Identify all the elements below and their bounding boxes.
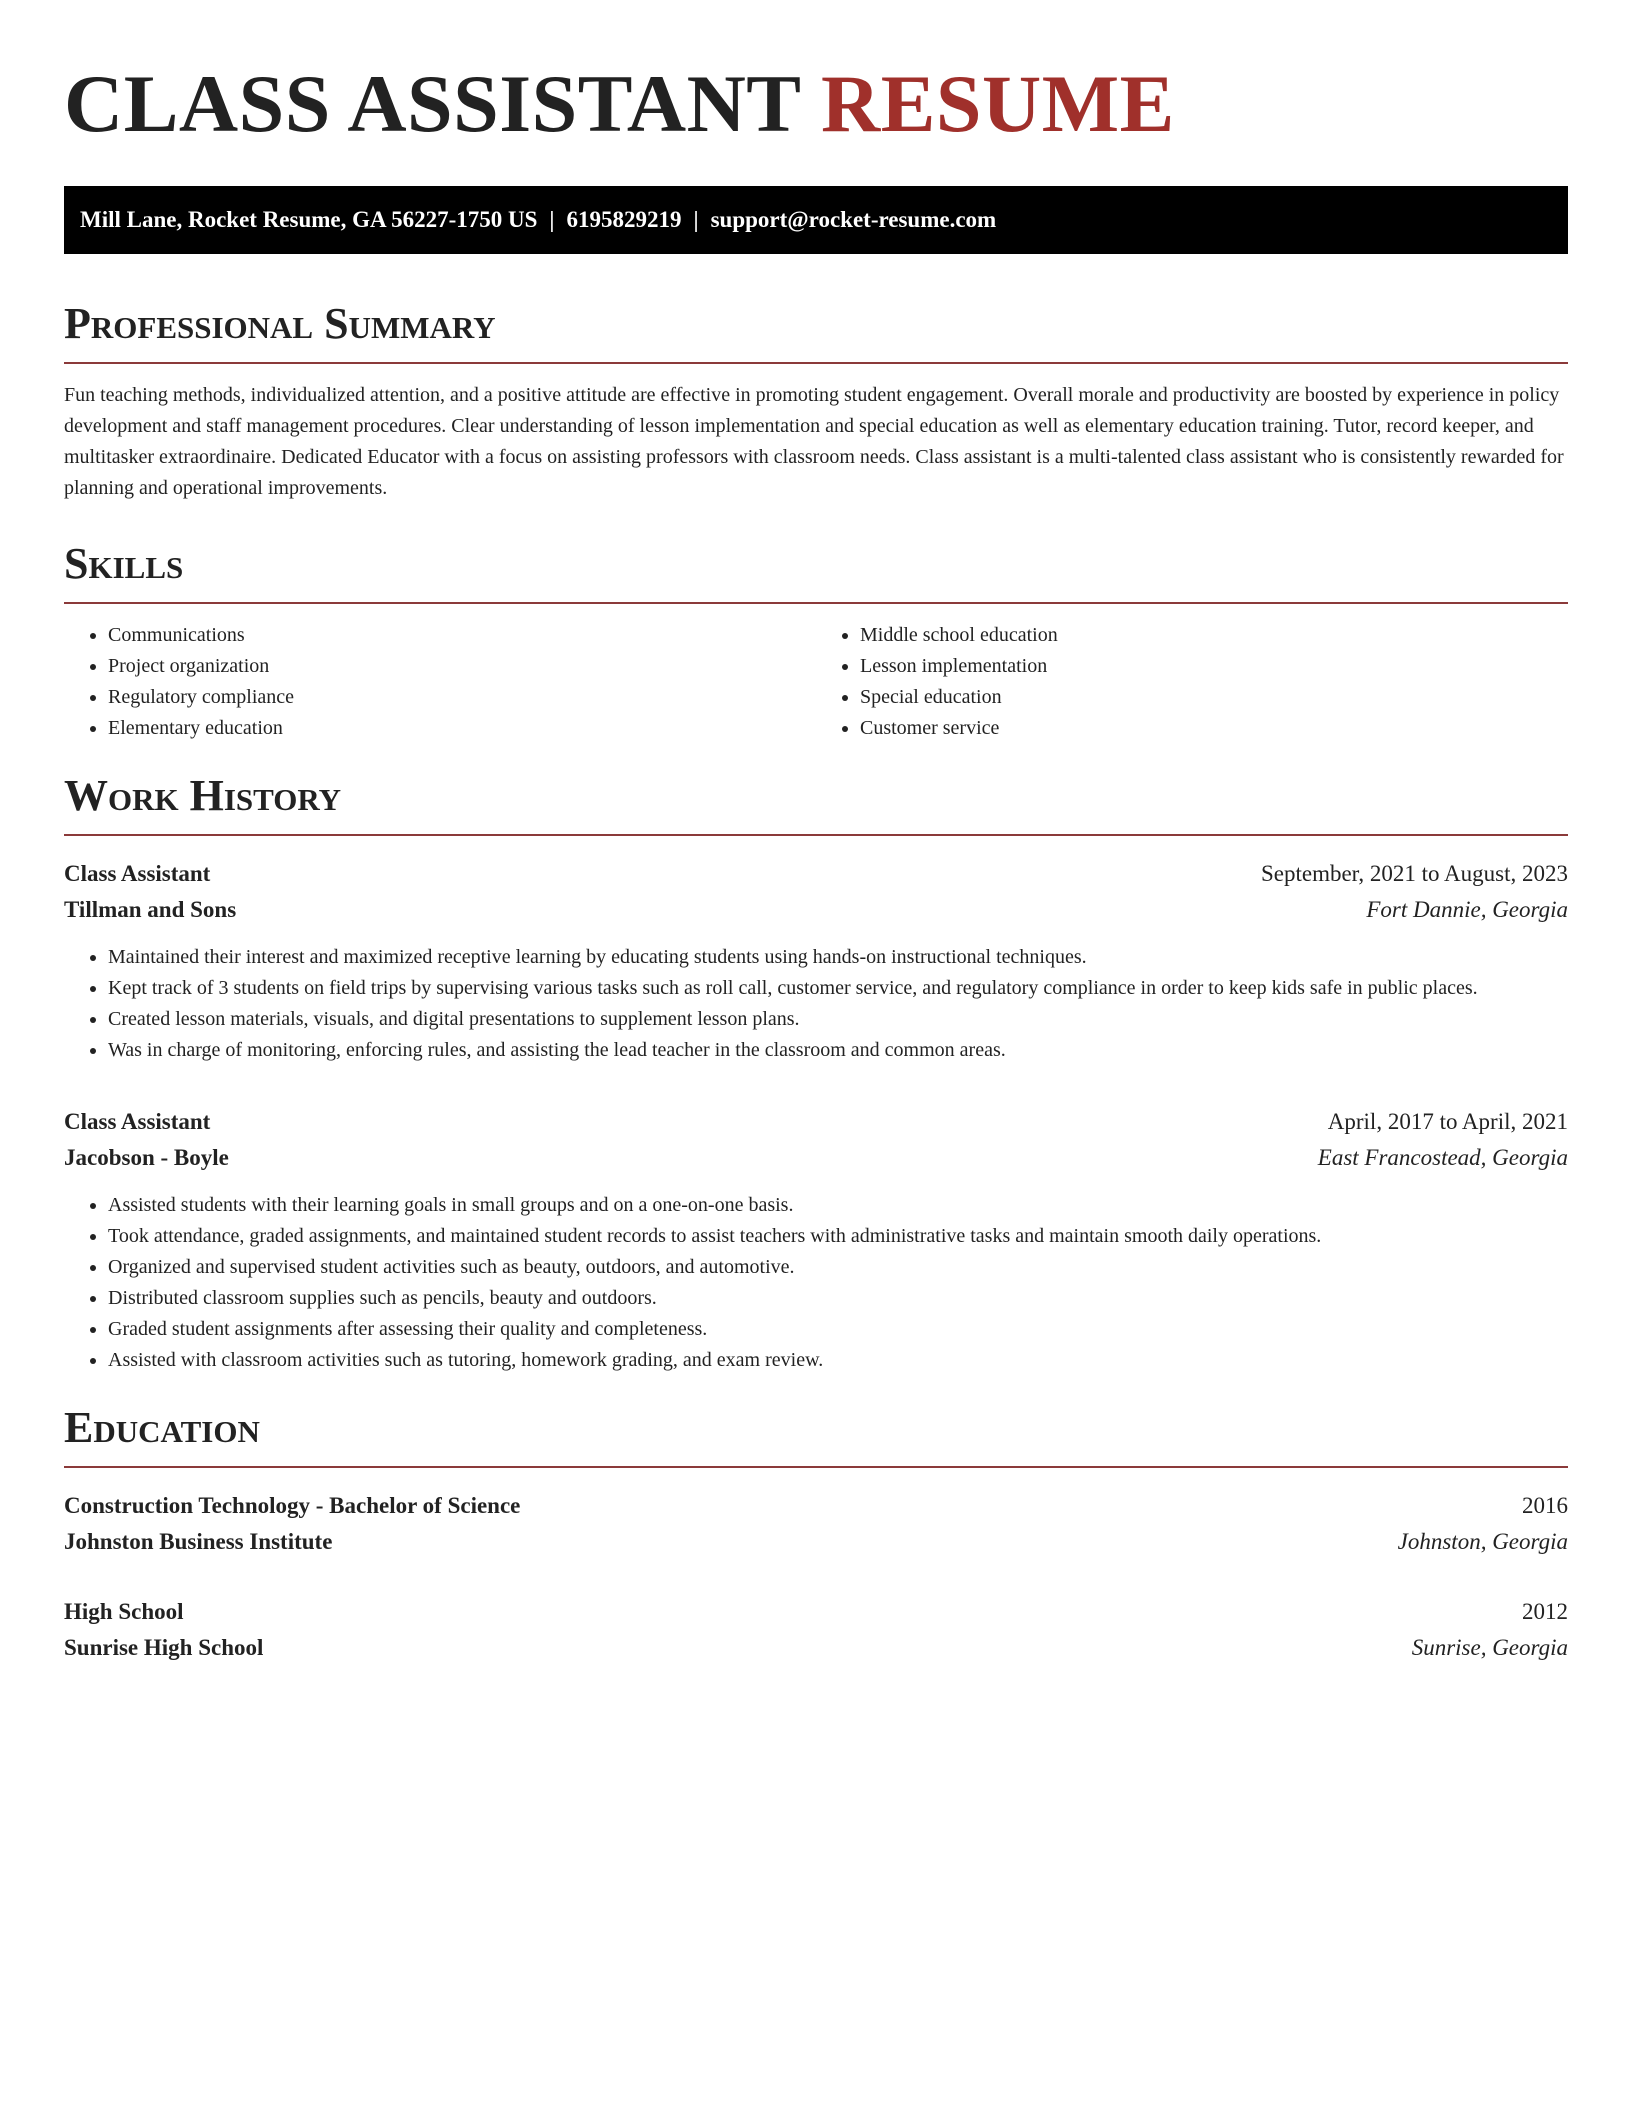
contact-separator: | [549, 207, 555, 232]
job-duty: • Created lesson materials, visuals, and digital presentations to supplement lesson plans. [108, 1004, 1568, 1035]
work-history-heading: Work History [64, 771, 342, 820]
job-header-row [64, 1104, 1568, 1140]
summary-heading: Professional Summary [64, 299, 496, 348]
job-dates: April, 2017 to April, 2021 [1327, 1109, 1568, 1134]
skill-item: • Communications [108, 620, 816, 651]
job-location: Fort Dannie, Georgia [1366, 897, 1568, 922]
job-duties [64, 1190, 1568, 1376]
contact-email: support@rocket-resume.com [710, 207, 997, 232]
job-header-row [64, 856, 1568, 892]
skill-item: • Special education [860, 682, 1568, 713]
job-entry [64, 856, 1568, 1066]
education-degree-row [64, 1594, 1568, 1630]
education-location: Sunrise, Georgia [1411, 1635, 1568, 1660]
education-location: Johnston, Georgia [1397, 1529, 1568, 1554]
job-entry [64, 1104, 1568, 1376]
summary-text: Fun teaching methods, individualized attention, and a positive attitude are effective in promoting student engagement. Overall morale and productivity are boosted by experience in policy development and staff management procedures. Clear understanding of lesson implementation and special education as well as elementary education training. Tutor, record keeper, and multitasker extraordinaire. Dedicated Educator with a focus on assisting professors with classroom needs. Class assistant is a multi-talented class assistant who is consistently rewarded for planning and operational improvements. [64, 384, 1564, 499]
skill-item: • Elementary education [108, 713, 816, 744]
job-duty: • Distributed classroom supplies such as pencils, beauty and outdoors. [108, 1283, 1568, 1314]
education-school-row [64, 1630, 1568, 1666]
contact-bar [64, 186, 1568, 254]
skill-item: • Regulatory compliance [108, 682, 816, 713]
job-title: Class Assistant [64, 1109, 211, 1134]
resume-title [64, 56, 1568, 152]
job-duty: • Took attendance, graded assignments, and maintained student records to assist teachers with administrative tasks and maintain smooth daily operations. [108, 1221, 1568, 1252]
education-year: 2016 [1522, 1493, 1568, 1518]
section-divider [64, 1466, 1568, 1468]
title-accent: RESUME [821, 58, 1175, 149]
contact-phone: 6195829219 [566, 207, 682, 232]
skill-item: • Lesson implementation [860, 651, 1568, 682]
education-school: Johnston Business Institute [64, 1529, 333, 1554]
education-entry [64, 1594, 1568, 1666]
job-duty: • Assisted with classroom activities such as tutoring, homework grading, and exam review. [108, 1345, 1568, 1376]
skill-item: • Customer service [860, 713, 1568, 744]
education-degree-row [64, 1488, 1568, 1524]
job-location: East Francostead, Georgia [1317, 1145, 1568, 1170]
job-duty: • Assisted students with their learning goals in small groups and on a one-on-one basis. [108, 1190, 1568, 1221]
section-divider [64, 834, 1568, 836]
skills-heading: Skills [64, 539, 184, 588]
job-duty: • Graded student assignments after assessing their quality and completeness. [108, 1314, 1568, 1345]
title-main: CLASS ASSISTANT [64, 58, 801, 149]
skill-item: • Middle school education [860, 620, 1568, 651]
contact-address: Mill Lane, Rocket Resume, GA 56227-1750 US [80, 207, 538, 232]
job-duties [64, 942, 1568, 1066]
education-degree: High School [64, 1599, 184, 1624]
section-divider [64, 362, 1568, 364]
skills-list [64, 620, 1568, 744]
education-heading: Education [64, 1403, 260, 1452]
job-dates: September, 2021 to August, 2023 [1260, 861, 1568, 886]
job-company: Jacobson - Boyle [64, 1145, 229, 1170]
skill-item: • Project organization [108, 651, 816, 682]
education-entry [64, 1488, 1568, 1560]
education-school-row [64, 1524, 1568, 1560]
job-duty: • Was in charge of monitoring, enforcing rules, and assisting the lead teacher in the classroom and common areas. [108, 1035, 1568, 1066]
job-duty: • Kept track of 3 students on field trips by supervising various tasks such as roll call, customer service, and regulatory compliance in order to keep kids safe in public places. [108, 973, 1568, 1004]
job-duty: • Maintained their interest and maximized receptive learning by educating students using hands-on instructional techniques. [108, 942, 1568, 973]
skills-column-right [816, 620, 1568, 744]
job-company-row [64, 892, 1568, 928]
job-duty: • Organized and supervised student activities such as beauty, outdoors, and automotive. [108, 1252, 1568, 1283]
contact-separator: | [693, 207, 699, 232]
skills-column-left [64, 620, 816, 744]
job-company: Tillman and Sons [64, 897, 237, 922]
job-title: Class Assistant [64, 861, 211, 886]
education-degree: Construction Technology - Bachelor of Science [64, 1493, 521, 1518]
section-divider [64, 602, 1568, 604]
education-school: Sunrise High School [64, 1635, 264, 1660]
education-year: 2012 [1522, 1599, 1568, 1624]
job-company-row [64, 1140, 1568, 1176]
